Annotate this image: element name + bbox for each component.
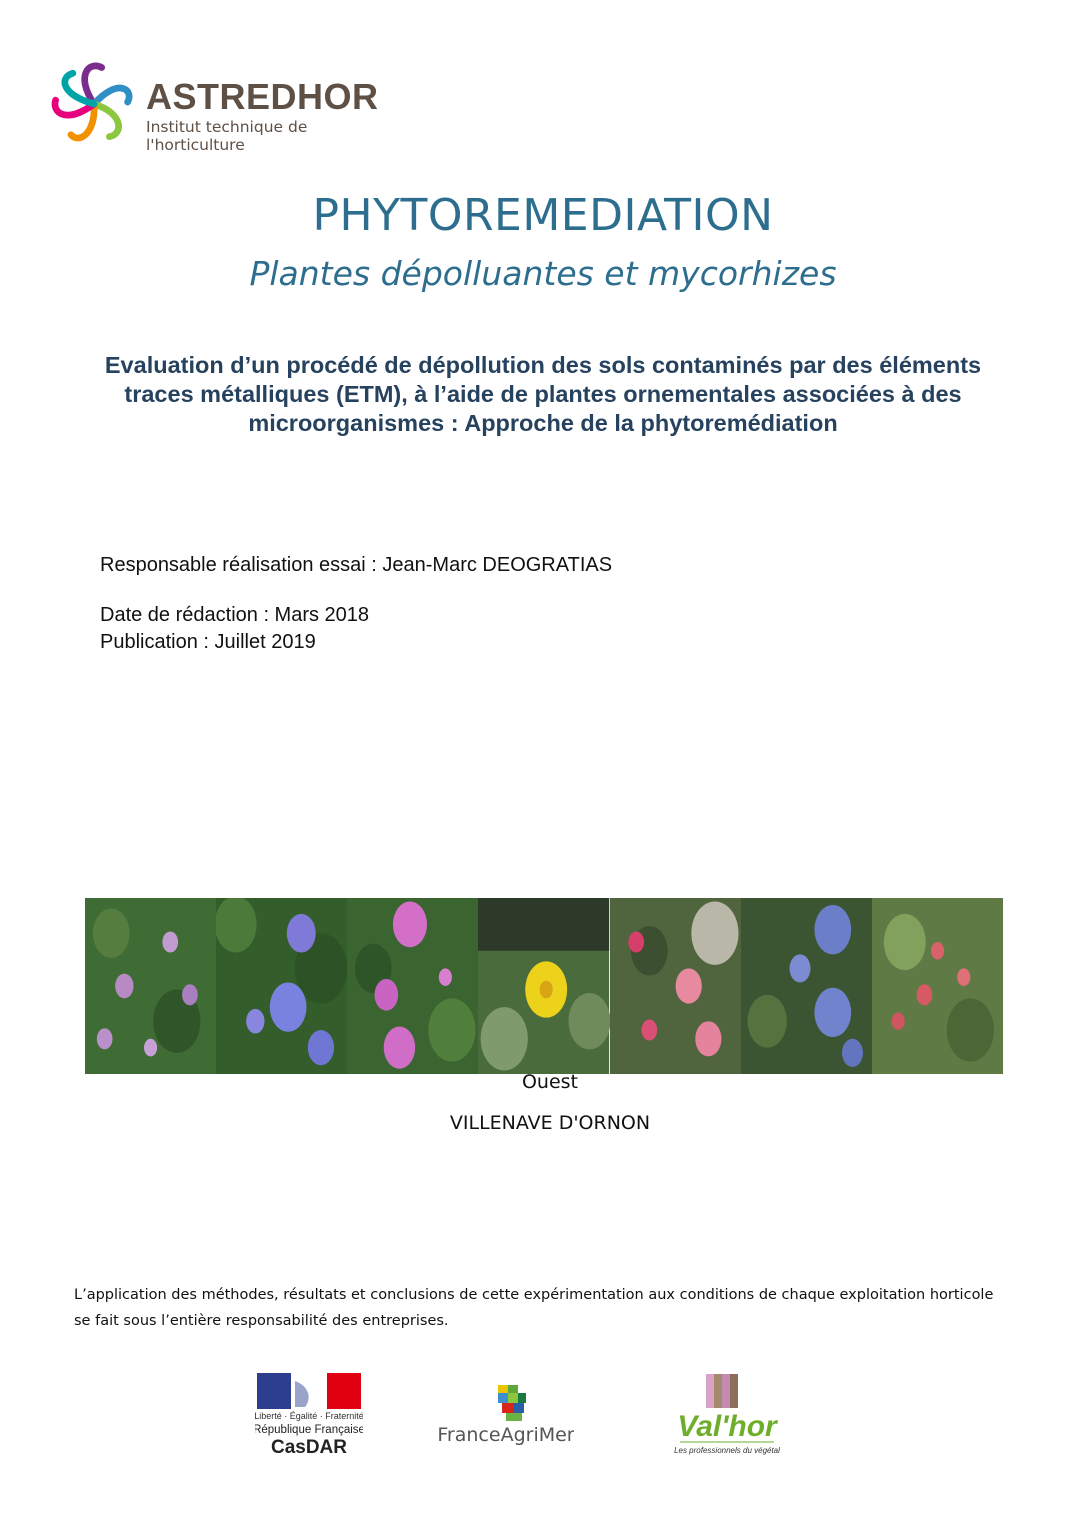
astredhor-logo — [46, 52, 406, 156]
casdar-motto: Liberté · Égalité · Fraternité — [255, 1411, 363, 1421]
plant-photo-geranium-blue — [216, 898, 347, 1074]
page-title: PHYTOREMEDIATION — [312, 190, 774, 241]
plant-photo-geranium-pale — [85, 898, 216, 1074]
page-subtitle: Plantes dépolluantes et mycorhizes — [249, 254, 837, 293]
disclaimer-text: L’application des méthodes, résultats et conclusions de cette expérimentation aux conditions de chaque exploitation horticole se fait sous l’entière responsabilité des entreprises. — [74, 1287, 994, 1329]
valhor-name: Val'hor — [677, 1410, 777, 1443]
franceagrimer-logo — [438, 1385, 574, 1447]
plant-photo-ceanothus-blue — [741, 898, 872, 1074]
casdar-name: CasDAR — [270, 1437, 348, 1458]
plant-photo-geranium-pink — [347, 898, 478, 1074]
brand-tagline: Institut technique de l'horticulture — [146, 118, 308, 154]
casdar-logo — [255, 1373, 363, 1459]
publication-line: Publication : Juillet 2019 — [100, 631, 316, 653]
casdar-republic: République Française — [255, 1424, 363, 1436]
plant-photo-strip — [85, 898, 1003, 1074]
valhor-tagline: Les professionnels du végétal — [674, 1446, 780, 1455]
date-redaction-line: Date de rédaction : Mars 2018 — [100, 604, 370, 626]
franceagrimer-name: FranceAgriMer — [438, 1424, 574, 1446]
location-region: Ouest — [521, 1071, 579, 1093]
plant-photo-grevillea-pink — [610, 898, 741, 1074]
study-description: Evaluation d’un procédé de dépollution des sols contaminés par des éléments traces métalliques (ETM), à l’aide de plantes ornementales associées à des microorganismes : Approche de la phytoremédiation — [104, 352, 982, 436]
location-city: VILLENAVE D'ORNON — [449, 1112, 651, 1134]
valhor-logo — [672, 1374, 782, 1460]
astredhor-flower-icon — [46, 56, 142, 152]
brand-name: ASTREDHOR — [146, 76, 379, 117]
plant-photo-grevillea-red — [872, 898, 1003, 1074]
responsable-line: Responsable réalisation essai : Jean-Marc DEOGRATIAS — [100, 554, 613, 576]
plant-photo-hypericum-yellow — [478, 898, 609, 1074]
